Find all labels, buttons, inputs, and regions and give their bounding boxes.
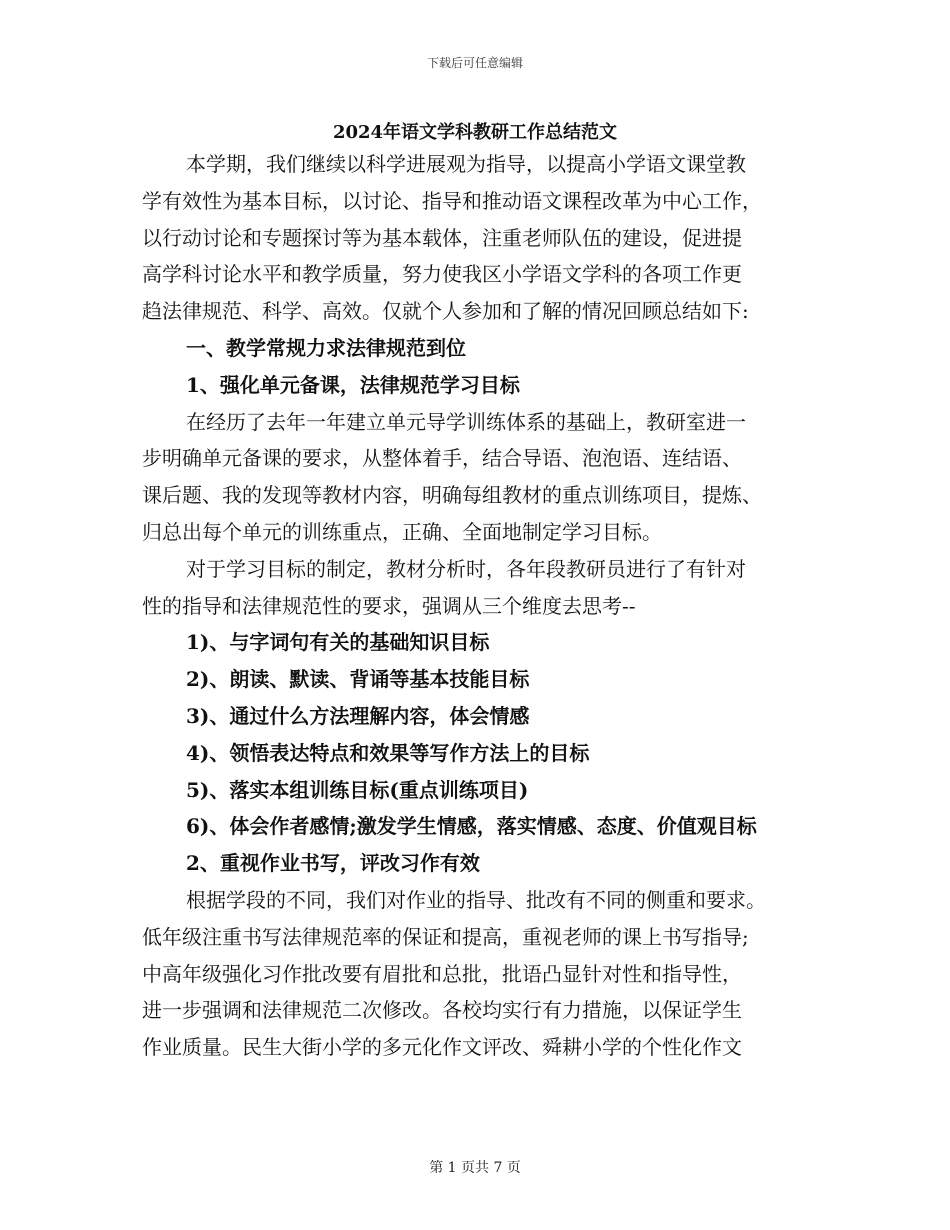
paragraph-line: 性的指导和法律规范性的要求，强调从三个维度去思考-- [142, 593, 636, 618]
paragraph-line: 课后题、我的发现等教材内容，明确每组教材的重点训练项目，提炼、 [142, 483, 762, 508]
paragraph-line: 对于学习目标的制定，教材分析时，各年段教研员进行了有针对 [186, 556, 746, 581]
paragraph-line: 低年级注重书写法律规范率的保证和提高，重视老师的课上书写指导; [142, 924, 749, 949]
paragraph-line: 以行动讨论和专题探讨等为基本载体，注重老师队伍的建设，促进提 [142, 225, 742, 250]
paragraph-line: 本学期，我们继续以科学进展观为指导，以提高小学语文课堂教 [186, 152, 746, 176]
paragraph-line: 高学科讨论水平和教学质量，努力使我区小学语文学科的各项工作更 [142, 262, 742, 287]
document-body [142, 146, 812, 1066]
page-footer: 第 1 页共 7 页 [429, 1160, 521, 1176]
document-title: 2024年语文学科教研工作总结范文 [332, 122, 618, 143]
list-item: 1)、与字词句有关的基础知识目标 [186, 630, 490, 655]
paragraph-line: 作业质量。民生大街小学的多元化作文评改、舜耕小学的个性化作文 [142, 1035, 742, 1060]
paragraph-line: 根据学段的不同，我们对作业的指导、批改有不同的侧重和要求。 [186, 887, 766, 912]
page-header: 下载后可任意编辑 [426, 56, 523, 70]
paragraph-line: 在经历了去年一年建立单元导学训练体系的基础上，教研室进一 [186, 409, 746, 434]
paragraph-line: 进一步强调和法律规范二次修改。各校均实行有力措施，以保证学生 [142, 998, 742, 1023]
list-item: 4)、领悟表达特点和效果等写作方法上的目标 [186, 740, 590, 765]
subsection-heading: 1、强化单元备课，法律规范学习目标 [186, 372, 520, 397]
section-heading: 一、教学常规力求法律规范到位 [186, 335, 466, 360]
paragraph-line: 归总出每个单元的训练重点，正确、全面地制定学习目标。 [142, 519, 662, 544]
paragraph-line: 学有效性为基本目标，以讨论、指导和推动语文课程改革为中心工作， [142, 188, 762, 213]
paragraph-line: 中高年级强化习作批改要有眉批和总批，批语凸显针对性和指导性， [142, 961, 742, 986]
list-item: 2)、朗读、默读、背诵等基本技能目标 [186, 667, 530, 692]
list-item: 3)、通过什么方法理解内容，体会情感 [186, 703, 530, 728]
subsection-heading: 2、重视作业书写，评改习作有效 [186, 851, 480, 876]
list-item: 6)、体会作者感情;激发学生情感，落实情感、态度、价值观目标 [186, 814, 757, 839]
list-item: 5)、落实本组训练目标(重点训练项目) [186, 777, 529, 802]
paragraph-line: 趋法律规范、科学、高效。仅就个人参加和了解的情况回顾总结如下: [142, 299, 749, 324]
paragraph-line: 步明确单元备课的要求，从整体着手，结合导语、泡泡语、连结语、 [142, 446, 742, 471]
